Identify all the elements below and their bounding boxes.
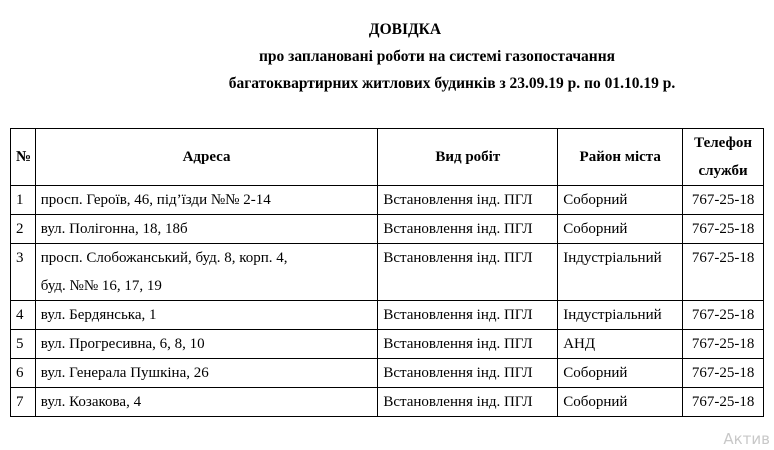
cell-district: Індустріальний	[558, 244, 683, 301]
header-phone-line1: Телефон	[694, 135, 753, 151]
cell-phone: 767-25-18	[683, 388, 764, 417]
cell-address: просп. Героїв, 46, під’їзди №№ 2-14	[35, 186, 378, 215]
table-row	[11, 359, 764, 388]
header-phone	[683, 129, 764, 186]
cell-no: 7	[11, 388, 36, 417]
cell-district: Соборний	[558, 186, 683, 215]
cell-no: 2	[11, 215, 36, 244]
cell-district: Соборний	[558, 359, 683, 388]
cell-phone: 767-25-18	[683, 215, 764, 244]
cell-address: вул. Козакова, 4	[35, 388, 378, 417]
header-address: Адреса	[35, 129, 378, 186]
cell-address	[35, 244, 378, 301]
cell-district: АНД	[558, 330, 683, 359]
table-header-row	[11, 129, 764, 186]
cell-work: Встановлення інд. ПГЛ	[378, 330, 558, 359]
cell-district: Соборний	[558, 215, 683, 244]
cell-work: Встановлення інд. ПГЛ	[378, 186, 558, 215]
cell-address: вул. Прогресивна, 6, 8, 10	[35, 330, 378, 359]
table-row	[11, 244, 764, 301]
works-table	[10, 128, 764, 417]
cell-work: Встановлення інд. ПГЛ	[378, 244, 558, 301]
cell-address: вул. Бердянська, 1	[35, 301, 378, 330]
cell-district: Індустріальний	[558, 301, 683, 330]
cell-no: 4	[11, 301, 36, 330]
cell-work: Встановлення інд. ПГЛ	[378, 301, 558, 330]
header-no: №	[11, 129, 36, 186]
cell-no: 1	[11, 186, 36, 215]
header-work: Вид робіт	[378, 129, 558, 186]
table-row	[11, 186, 764, 215]
document-subtitle-line2: багатоквартирних житлових будинків з 23.09.19 р. по 01.10.19 р.	[228, 75, 676, 92]
document-subtitle-line1: про заплановані роботи на системі газопостачання	[258, 48, 616, 65]
cell-work: Встановлення інд. ПГЛ	[378, 359, 558, 388]
cell-phone: 767-25-18	[683, 244, 764, 301]
document-title: ДОВІДКА	[368, 21, 442, 38]
cell-address-line1: просп. Слобожанський, буд. 8, корп. 4,	[40, 250, 288, 266]
cell-address-line2: буд. №№ 16, 17, 19	[40, 278, 162, 294]
header-district: Район міста	[558, 129, 683, 186]
activation-watermark: Актив	[723, 430, 770, 448]
cell-phone: 767-25-18	[683, 301, 764, 330]
cell-no: 6	[11, 359, 36, 388]
cell-district: Соборний	[558, 388, 683, 417]
cell-work: Встановлення інд. ПГЛ	[378, 388, 558, 417]
cell-address: вул. Полігонна, 18, 18б	[35, 215, 378, 244]
header-phone-line2: служби	[698, 163, 748, 179]
cell-phone: 767-25-18	[683, 186, 764, 215]
cell-phone: 767-25-18	[683, 359, 764, 388]
cell-address: вул. Генерала Пушкіна, 26	[35, 359, 378, 388]
cell-no: 5	[11, 330, 36, 359]
table-row	[11, 388, 764, 417]
table-row	[11, 301, 764, 330]
cell-work: Встановлення інд. ПГЛ	[378, 215, 558, 244]
cell-phone: 767-25-18	[683, 330, 764, 359]
table-row	[11, 215, 764, 244]
table-row	[11, 330, 764, 359]
cell-no: 3	[11, 244, 36, 301]
